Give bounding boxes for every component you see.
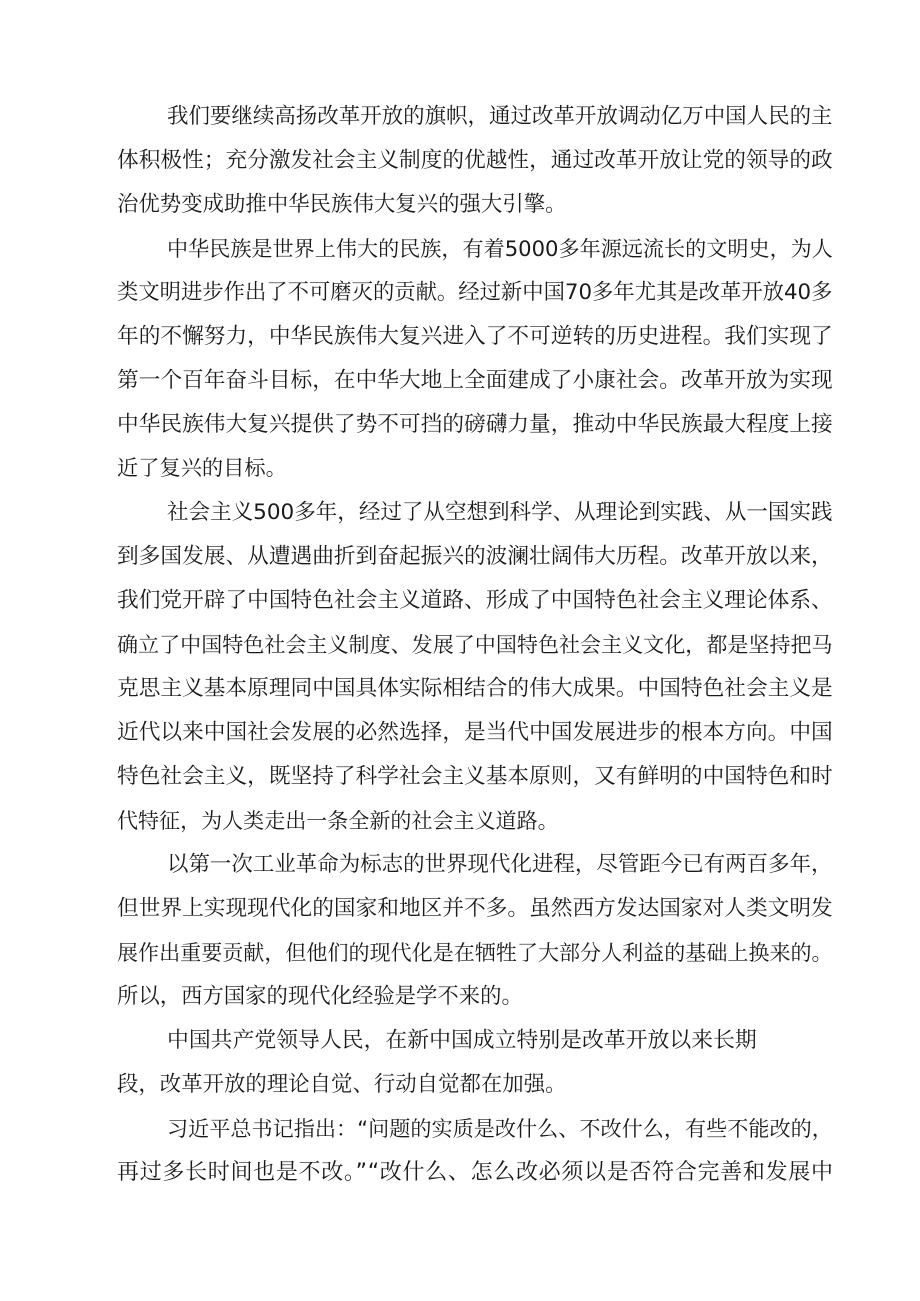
- text-line-content: 代特征，为人类走出一条全新的社会主义道路。: [117, 808, 559, 833]
- text-line-content: 特色社会主义，既坚持了科学社会主义基本原则，又有鲜明的中国特色和时: [117, 764, 833, 789]
- text-line-content: 近代以来中国社会发展的必然选择，是当代中国发展进步的根本方向。中国: [117, 720, 833, 745]
- text-line: [0, 714, 920, 752]
- text-line: [0, 1154, 920, 1192]
- text-line-content: 再过多长时间也是不改。”“改什么、怎么改必须以是否符合完善和发展中: [117, 1160, 834, 1185]
- text-line: [0, 890, 920, 928]
- text-line: [0, 626, 920, 664]
- text-line: [0, 670, 920, 708]
- text-line-content: 展作出重要贡献，但他们的现代化是在牺牲了大部分人利益的基础上换来的。: [117, 940, 833, 965]
- text-line: [0, 98, 920, 136]
- text-line: [0, 142, 920, 180]
- text-line: [0, 802, 920, 840]
- text-line-content: 第一个百年奋斗目标，在中华大地上全面建成了小康社会。改革开放为实现: [117, 368, 833, 393]
- text-line: [0, 230, 920, 268]
- text-line-content: 所以，西方国家的现代化经验是学不来的。: [117, 984, 523, 1009]
- text-line: [0, 582, 920, 620]
- text-line-content: 段，改革开放的理论自觉、行动自觉都在加强。: [117, 1072, 567, 1097]
- text-line-content: 中华民族伟大复兴提供了势不可挡的磅礴力量，推动中华民族最大程度上接: [117, 412, 833, 437]
- text-line: [0, 934, 920, 972]
- text-line-content: 我们要继续高扬改革开放的旗帜，通过改革开放调动亿万中国人民的主: [167, 104, 833, 129]
- text-line-content: 习近平总书记指出：“问题的实质是改什么、不改什么，有些不能改的，: [167, 1116, 833, 1141]
- text-line: [0, 1110, 920, 1148]
- text-line-content: 以第一次工业革命为标志的世界现代化进程，尽管距今已有两百多年，: [167, 852, 833, 877]
- text-line: [0, 274, 920, 312]
- text-line-content: 中华民族是世界上伟大的民族，有着5000多年源远流长的文明史，为人: [167, 236, 833, 261]
- text-line: [0, 406, 920, 444]
- text-line-content: 中国共产党领导人民，在新中国成立特别是改革开放以来长期: [167, 1028, 757, 1053]
- text-line: [0, 538, 920, 576]
- text-line-content: 确立了中国特色社会主义制度、发展了中国特色社会主义文化，都是坚持把马: [117, 632, 833, 657]
- text-line-content: 类文明进步作出了不可磨灭的贡献。经过新中国70多年尤其是改革开放40多: [117, 280, 833, 305]
- text-line-content: 近了复兴的目标。: [117, 456, 287, 481]
- text-line: [0, 978, 920, 1016]
- text-line: [0, 846, 920, 884]
- text-line: [0, 494, 920, 532]
- text-line-content: 治优势变成助推中华民族伟大复兴的强大引擎。: [117, 192, 567, 217]
- text-line: [0, 758, 920, 796]
- text-line-content: 但世界上实现现代化的国家和地区并不多。虽然西方发达国家对人类文明发: [117, 896, 833, 921]
- text-line: [0, 362, 920, 400]
- text-line-content: 到多国发展、从遭遇曲折到奋起振兴的波澜壮阔伟大历程。改革开放以来，: [117, 544, 833, 569]
- text-line: [0, 318, 920, 356]
- text-line: [0, 1022, 920, 1060]
- text-line: [0, 450, 920, 488]
- text-line-content: 社会主义500多年，经过了从空想到科学、从理论到实践、从一国实践: [167, 500, 833, 525]
- text-line-content: 体积极性；充分激发社会主义制度的优越性，通过改革开放让党的领导的政: [117, 148, 833, 173]
- text-line: [0, 186, 920, 224]
- text-line-content: 年的不懈努力，中华民族伟大复兴进入了不可逆转的历史进程。我们实现了: [117, 324, 833, 349]
- text-line-content: 克思主义基本原理同中国具体实际相结合的伟大成果。中国特色社会主义是: [117, 676, 833, 701]
- text-line: [0, 1066, 920, 1104]
- text-line-content: 我们党开辟了中国特色社会主义道路、形成了中国特色社会主义理论体系、: [117, 588, 833, 613]
